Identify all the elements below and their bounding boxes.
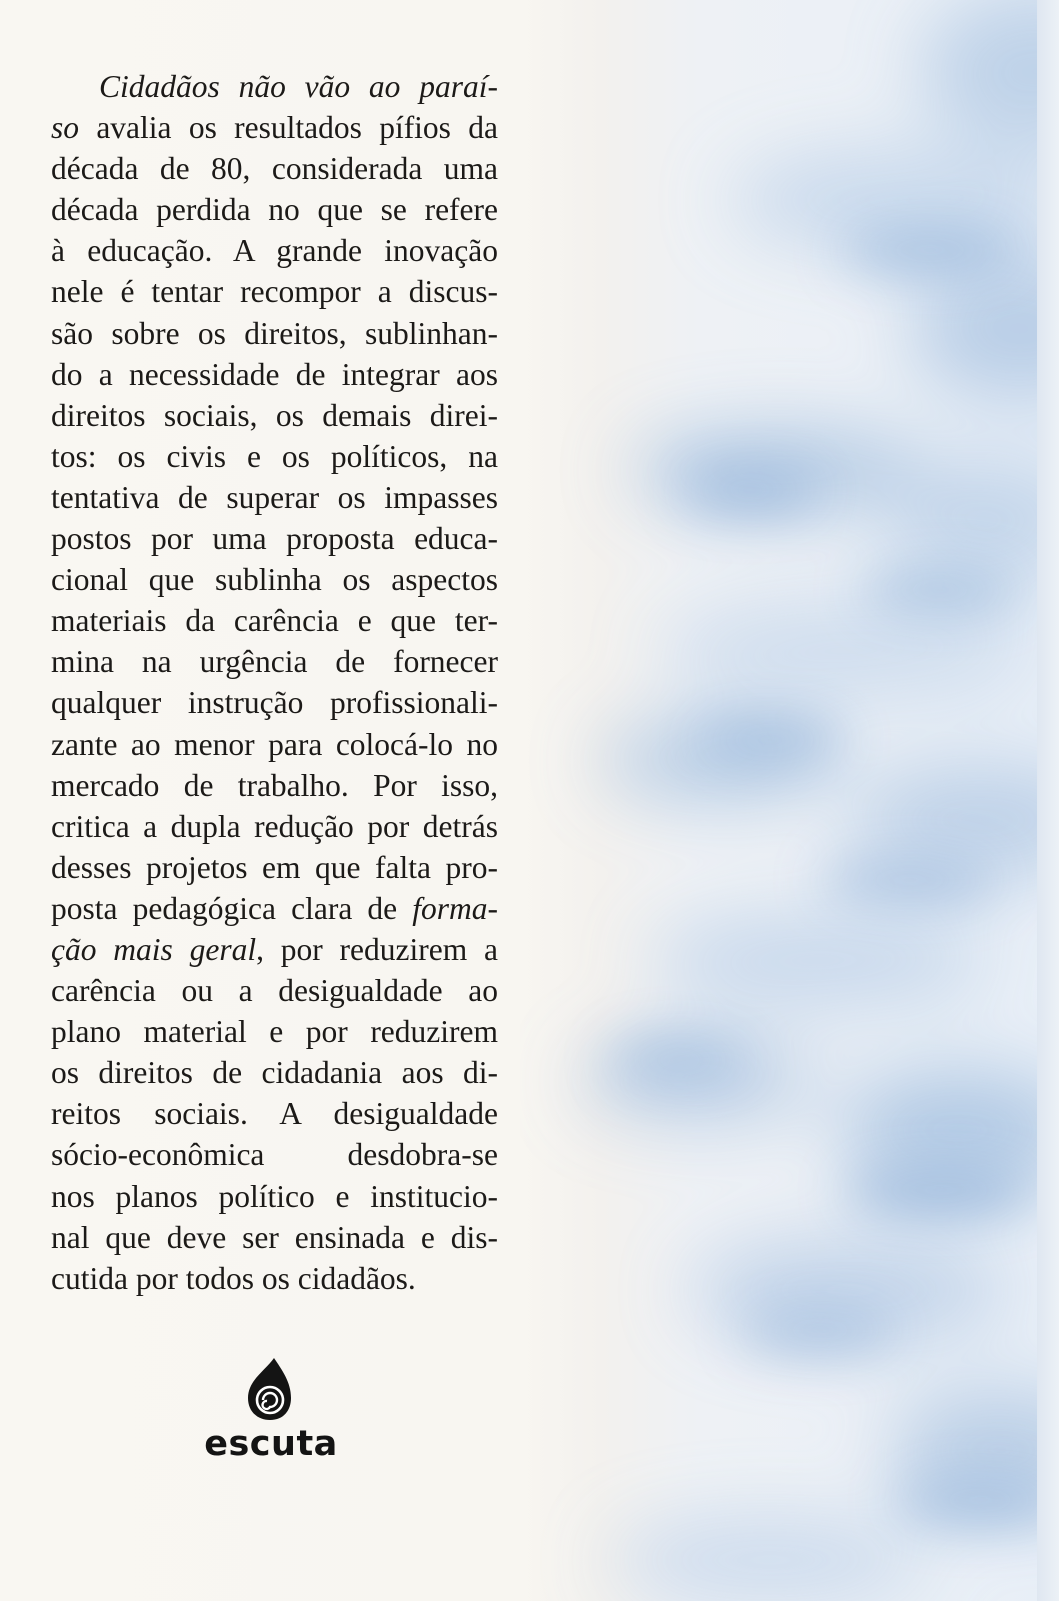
- text-segment: os direitos de cidadania aos di-: [51, 1055, 498, 1091]
- text-segment: sócio-econômica desdobra-se: [51, 1137, 498, 1173]
- italic-text: forma-: [412, 890, 498, 926]
- text-line: [51, 66, 498, 107]
- text-line: [51, 313, 498, 354]
- text-line: [51, 806, 498, 847]
- text-line: [51, 724, 498, 765]
- text-line: [51, 1176, 498, 1217]
- text-segment: direitos sociais, os demais direi-: [51, 397, 498, 433]
- text-line: [51, 1217, 498, 1258]
- text-line: [51, 354, 498, 395]
- text-segment: do a necessidade de integrar aos: [51, 356, 498, 392]
- text-line: [51, 107, 498, 148]
- text-segment: tentativa de superar os impasses: [51, 479, 498, 515]
- text-segment: cional que sublinha os aspectos: [51, 562, 498, 598]
- text-line: [51, 1134, 498, 1175]
- publisher-logo: [196, 1358, 346, 1468]
- text-line: [51, 1258, 498, 1299]
- text-line: [51, 847, 498, 888]
- text-segment: , por reduzirem a: [256, 931, 498, 967]
- text-line: [51, 271, 498, 312]
- publisher-name: escuta: [204, 1424, 338, 1464]
- text-segment: qualquer instrução profissionali-: [51, 685, 498, 721]
- back-cover-blurb: [51, 66, 498, 1299]
- text-segment: critica a dupla redução por detrás: [51, 808, 498, 844]
- text-line: [51, 1093, 498, 1134]
- text-line: [51, 765, 498, 806]
- text-segment: década de 80, considerada uma: [51, 151, 498, 187]
- text-segment: postos por uma proposta educa-: [51, 521, 498, 557]
- text-line: [51, 600, 498, 641]
- text-segment: reitos sociais. A desigualdade: [51, 1096, 498, 1132]
- text-line: [51, 641, 498, 682]
- text-line: [51, 230, 498, 271]
- text-segment: nos planos político e institucio-: [51, 1178, 498, 1214]
- text-line: [51, 970, 498, 1011]
- text-segment: à educação. A grande inovação: [51, 233, 498, 269]
- text-segment: posta pedagógica clara de: [51, 890, 413, 926]
- text-line: [51, 682, 498, 723]
- text-line: [51, 929, 498, 970]
- text-line: [51, 1052, 498, 1093]
- text-line: [51, 559, 498, 600]
- text-segment: plano material e por reduzirem: [51, 1014, 498, 1050]
- text-segment: nele é tentar recompor a discus-: [51, 274, 498, 310]
- text-segment: desses projetos em que falta pro-: [51, 849, 498, 885]
- italic-text: ção mais geral: [51, 931, 257, 967]
- text-segment: cutida por todos os cidadãos.: [51, 1260, 416, 1296]
- text-segment: mercado de trabalho. Por isso,: [51, 767, 498, 803]
- text-segment: são sobre os direitos, sublinhan-: [51, 315, 498, 351]
- text-line: [51, 436, 498, 477]
- text-segment: zante ao menor para colocá-lo no: [51, 726, 498, 762]
- text-line: [51, 518, 498, 559]
- spiral-shell-icon: [244, 1358, 294, 1422]
- text-segment: década perdida no que se refere: [51, 192, 498, 228]
- cloud-background: [520, 0, 1059, 1601]
- text-line: [51, 189, 498, 230]
- text-line: [51, 888, 498, 929]
- text-line: [51, 395, 498, 436]
- italic-text: Cidadãos não vão ao paraí-: [99, 69, 498, 104]
- text-line: [51, 1011, 498, 1052]
- italic-text: so: [51, 110, 80, 146]
- text-segment: carência ou a desigualdade ao: [51, 973, 498, 1009]
- text-line: [51, 148, 498, 189]
- text-segment: avalia os resultados pífios da: [79, 110, 498, 146]
- text-segment: mina na urgência de fornecer: [51, 644, 498, 680]
- text-line: [51, 477, 498, 518]
- page-edge: [1037, 0, 1059, 1601]
- text-segment: tos: os civis e os políticos, na: [51, 438, 498, 474]
- text-segment: nal que deve ser ensinada e dis-: [51, 1219, 498, 1255]
- text-segment: materiais da carência e que ter-: [51, 603, 498, 639]
